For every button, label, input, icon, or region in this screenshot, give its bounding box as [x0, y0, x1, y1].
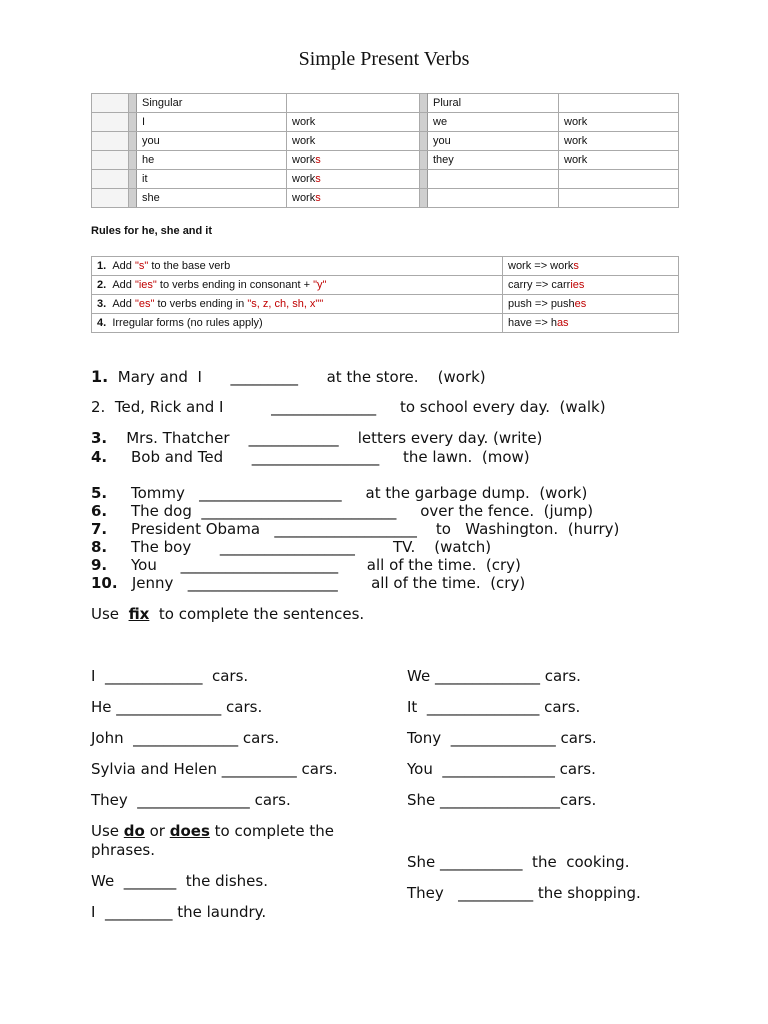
divider-bar	[129, 94, 137, 113]
singular-pronoun: he	[137, 151, 287, 170]
spacer-cell	[92, 113, 129, 132]
do-sentence-right: They __________ the shopping.	[407, 884, 641, 902]
singular-pronoun: she	[137, 189, 287, 208]
divider-bar	[420, 113, 428, 132]
table-row	[92, 151, 679, 170]
fix-sentence-left: John ______________ cars.	[91, 729, 280, 747]
page-title: Simple Present Verbs	[298, 48, 470, 70]
singular-verb: work	[287, 132, 420, 151]
singular-header: Singular	[137, 94, 287, 113]
divider-bar	[420, 151, 428, 170]
divider-bar	[129, 170, 137, 189]
do-sentence-right: She ___________ the cooking.	[407, 853, 630, 871]
rule-example: work => works	[503, 257, 679, 276]
exercise-3: 3. Mrs. Thatcher ____________ letters every day. (write)	[91, 429, 543, 447]
empty-cell	[287, 94, 420, 113]
rules-table	[91, 256, 679, 333]
spacer-cell	[92, 189, 129, 208]
divider-bar	[420, 94, 428, 113]
plural-verb: work	[559, 151, 679, 170]
exercise-5: 5. Tommy ___________________ at the garbage dump. (work)	[91, 484, 588, 502]
exercise-8: 8. The boy __________________ TV. (watch)	[91, 538, 492, 556]
table-row	[92, 170, 679, 189]
divider-bar	[420, 170, 428, 189]
conjugation-table	[91, 93, 679, 208]
table-row	[92, 314, 679, 333]
rule-text: 4. Irregular forms (no rules apply)	[92, 314, 503, 333]
divider-bar	[129, 132, 137, 151]
exercise-2: 2. Ted, Rick and I ______________ to school every day. (walk)	[91, 398, 606, 416]
divider-bar	[420, 132, 428, 151]
table-row	[92, 257, 679, 276]
singular-verb: works	[287, 189, 420, 208]
plural-verb	[559, 189, 679, 208]
table-row	[92, 132, 679, 151]
do-sentence-left: I _________ the laundry.	[91, 903, 267, 921]
table-row	[92, 295, 679, 314]
table-row	[92, 189, 679, 208]
fix-sentence-right: You _______________ cars.	[407, 760, 596, 778]
plural-pronoun: they	[428, 151, 559, 170]
fix-sentence-right: Tony ______________ cars.	[407, 729, 597, 747]
fix-sentence-left: They _______________ cars.	[91, 791, 291, 809]
exercise-6: 6. The dog __________________________ over the fence. (jump)	[91, 502, 594, 520]
rule-example: have => has	[503, 314, 679, 333]
table-row	[92, 113, 679, 132]
singular-verb: works	[287, 151, 420, 170]
fix-instruction: Use fix to complete the sentences.	[91, 605, 365, 623]
do-instruction-line2: phrases.	[91, 841, 156, 859]
plural-verb: work	[559, 132, 679, 151]
rule-example: push => pushes	[503, 295, 679, 314]
plural-pronoun	[428, 170, 559, 189]
fix-sentence-left: I _____________ cars.	[91, 667, 249, 685]
divider-bar	[420, 189, 428, 208]
rule-example: carry => carries	[503, 276, 679, 295]
rules-title: Rules for he, she and it	[91, 225, 213, 237]
exercise-7: 7. President Obama ___________________ to Washington. (hurry)	[91, 520, 620, 538]
do-instruction: Use do or does to complete the	[91, 822, 334, 840]
rule-text: 2. Add "ies" to verbs ending in consonant + "y"	[92, 276, 503, 295]
plural-pronoun: we	[428, 113, 559, 132]
singular-pronoun: you	[137, 132, 287, 151]
do-sentence-left: We _______ the dishes.	[91, 872, 268, 890]
table-row	[92, 276, 679, 295]
spacer-cell	[92, 151, 129, 170]
table-row	[92, 94, 679, 113]
rule-text: 1. Add "s" to the base verb	[92, 257, 503, 276]
rule-text: 3. Add "es" to verbs ending in "s, z, ch, sh, x""	[92, 295, 503, 314]
empty-cell	[559, 94, 679, 113]
spacer-cell	[92, 94, 129, 113]
divider-bar	[129, 189, 137, 208]
fix-sentence-left: Sylvia and Helen __________ cars.	[91, 760, 338, 778]
exercise-9: 9. You _____________________ all of the time. (cry)	[91, 556, 521, 574]
plural-verb: work	[559, 113, 679, 132]
singular-pronoun: I	[137, 113, 287, 132]
singular-pronoun: it	[137, 170, 287, 189]
fix-sentence-right: It _______________ cars.	[407, 698, 581, 716]
fix-sentence-right: She ________________cars.	[407, 791, 597, 809]
divider-bar	[129, 151, 137, 170]
exercise-4: 4. Bob and Ted _________________ the lawn. (mow)	[91, 448, 530, 466]
singular-verb: work	[287, 113, 420, 132]
singular-verb: works	[287, 170, 420, 189]
plural-verb	[559, 170, 679, 189]
exercise-1: 1. Mary and I _________ at the store. (work)	[91, 367, 486, 386]
plural-header: Plural	[428, 94, 559, 113]
fix-sentence-right: We ______________ cars.	[407, 667, 581, 685]
plural-pronoun	[428, 189, 559, 208]
spacer-cell	[92, 170, 129, 189]
exercise-10: 10. Jenny ____________________ all of the time. (cry)	[91, 574, 526, 592]
fix-sentence-left: He ______________ cars.	[91, 698, 263, 716]
spacer-cell	[92, 132, 129, 151]
plural-pronoun: you	[428, 132, 559, 151]
divider-bar	[129, 113, 137, 132]
